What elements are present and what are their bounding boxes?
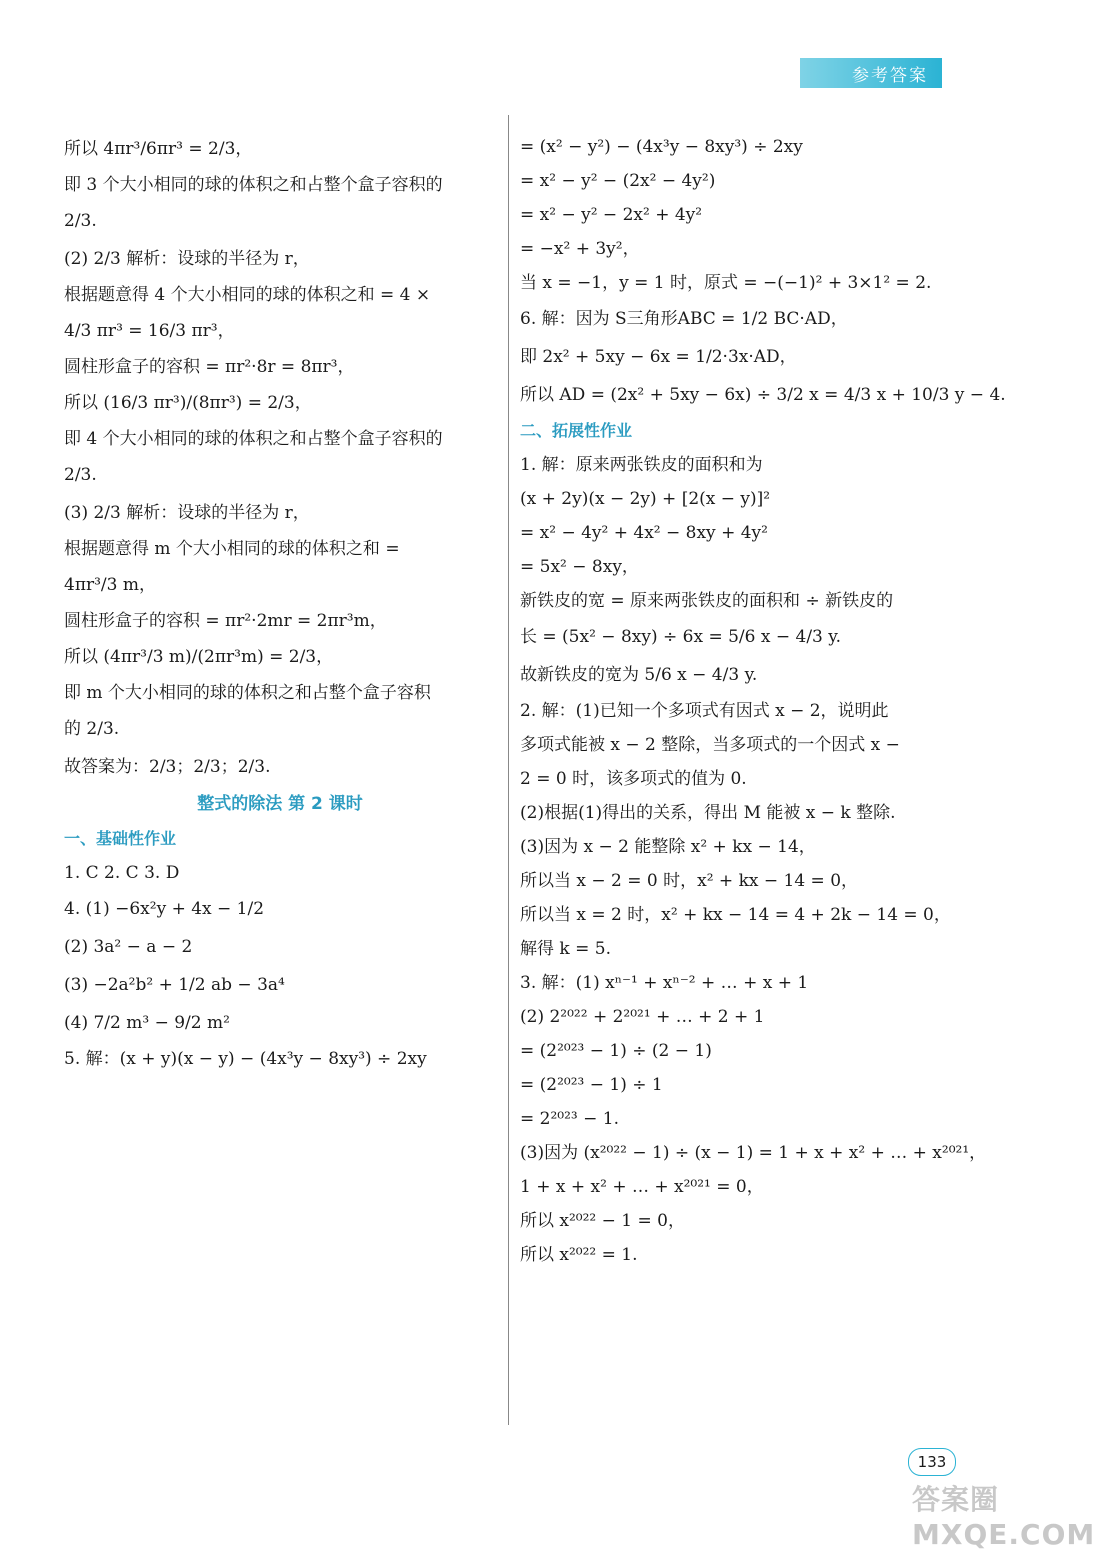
text-line: 6. 解：因为 S三角形ABC = 1/2 BC·AD， [520,309,848,329]
text-line: 5. 解：(x + y)(x − y) − (4x³y − 8xy³) ÷ 2xy [64,1049,427,1069]
text-line: (3) 2/3 解析：设球的半径为 r， [64,503,310,523]
right-column [520,130,1006,1272]
watermark: 答案圈 MXQE.COM [912,1483,1095,1551]
text-line: 即 4 个大小相同的球的体积之和占整个盒子容积的 [64,429,443,449]
text-line: 所以当 x − 2 = 0 时，x² + kx − 14 = 0， [520,871,859,891]
text-line: (2) 3a² − a − 2 [64,937,193,957]
text-line: 所以 AD = (2x² + 5xy − 6x) ÷ 3/2 x = 4/3 x + 10/3 y − 4. [520,385,1006,405]
text-line: (3) −2a²b² + 1/2 ab − 3a⁴ [64,975,285,995]
text-line: (3)因为 x − 2 能整除 x² + kx − 14， [520,837,816,857]
text-line: = (x² − y²) − (4x³y − 8xy³) ÷ 2xy [520,137,803,157]
text-line: 1. C 2. C 3. D [64,863,180,883]
text-line: = (2²⁰²³ − 1) ÷ (2 − 1) [520,1041,712,1061]
column-divider [508,115,509,1425]
left-column [64,130,496,1076]
text-line: (2) 2/3 解析：设球的半径为 r， [64,249,310,269]
text-line: (3)因为 (x²⁰²² − 1) ÷ (x − 1) = 1 + x + x² + … + x²⁰²¹， [520,1143,987,1163]
text-line: 1. 解：原来两张铁皮的面积和为 [520,455,763,475]
text-line: 长 = (5x² − 8xy) ÷ 6x = 5/6 x − 4/3 y. [520,627,842,647]
text-line: = 5x² − 8xy， [520,557,639,577]
text-line: = x² − 4y² + 4x² − 8xy + 4y² [520,523,768,543]
subheading: 二、拓展性作业 [520,421,633,440]
text-line: 即 m 个大小相同的球的体积之和占整个盒子容积 [64,683,431,703]
text-line: 圆柱形盒子的容积 = πr²·8r = 8πr³， [64,357,355,377]
subheading: 一、基础性作业 [64,829,177,848]
text-line: 3. 解：(1) xⁿ⁻¹ + xⁿ⁻² + … + x + 1 [520,973,809,993]
text-line: 故新铁皮的宽为 5/6 x − 4/3 y. [520,665,758,685]
text-line: 根据题意得 m 个大小相同的球的体积之和 = [64,539,400,559]
text-line: 的 2/3. [64,719,120,739]
text-line: = 2²⁰²³ − 1. [520,1109,619,1129]
text-line: 即 3 个大小相同的球的体积之和占整个盒子容积的 [64,175,443,195]
text-line: = x² − y² − 2x² + 4y² [520,205,703,225]
text-line: = −x² + 3y²， [520,239,640,259]
text-line: 所以 (4πr³/3 m)/(2πr³m) = 2/3， [64,647,334,667]
text-line: 即 2x² + 5xy − 6x = 1/2·3x·AD， [520,347,797,367]
text-line: (4) 7/2 m³ − 9/2 m² [64,1013,230,1033]
text-line: 根据题意得 4 个大小相同的球的体积之和 = 4 × [64,285,431,305]
text-line: 2. 解：(1)已知一个多项式有因式 x − 2，说明此 [520,701,889,721]
text-line: 当 x = −1，y = 1 时，原式 = −(−1)² + 3×1² = 2. [520,273,932,293]
section-title: 整式的除法 第 2 课时 [197,794,363,814]
text-line: 所以 (16/3 πr³)/(8πr³) = 2/3， [64,393,312,413]
text-line: 4. (1) −6x²y + 4x − 1/2 [64,899,265,919]
text-line: 所以 x²⁰²² = 1. [520,1245,638,1265]
text-line: 所以当 x = 2 时，x² + kx − 14 = 4 + 2k − 14 = 0， [520,905,951,925]
text-line: 多项式能被 x − 2 整除，当多项式的一个因式 x − [520,735,900,755]
text-line: 2 = 0 时，该多项式的值为 0. [520,769,747,789]
text-line: 4πr³/3 m， [64,575,156,595]
text-line: 所以 x²⁰²² − 1 = 0， [520,1211,685,1231]
text-line: 新铁皮的宽 = 原来两张铁皮的面积和 ÷ 新铁皮的 [520,591,894,611]
text-line: 4/3 πr³ = 16/3 πr³， [64,321,235,341]
text-line: = (2²⁰²³ − 1) ÷ 1 [520,1075,663,1095]
text-line: (2) 2²⁰²² + 2²⁰²¹ + … + 2 + 1 [520,1007,765,1027]
page-number: 133 [908,1448,956,1476]
text-line: 2/3. [64,211,97,231]
text-line: 所以 4πr³/6πr³ = 2/3， [64,139,253,159]
text-line: = x² − y² − (2x² − 4y²) [520,171,716,191]
text-line: 2/3. [64,465,97,485]
text-line: 故答案为：2/3；2/3；2/3. [64,757,271,777]
text-line: (x + 2y)(x − 2y) + [2(x − y)]² [520,489,771,509]
answer-key-badge: 参考答案 [800,58,942,88]
text-line: 1 + x + x² + … + x²⁰²¹ = 0， [520,1177,764,1197]
text-line: 解得 k = 5. [520,939,611,959]
text-line: (2)根据(1)得出的关系，得出 M 能被 x − k 整除. [520,803,896,823]
text-line: 圆柱形盒子的容积 = πr²·2mr = 2πr³m， [64,611,387,631]
